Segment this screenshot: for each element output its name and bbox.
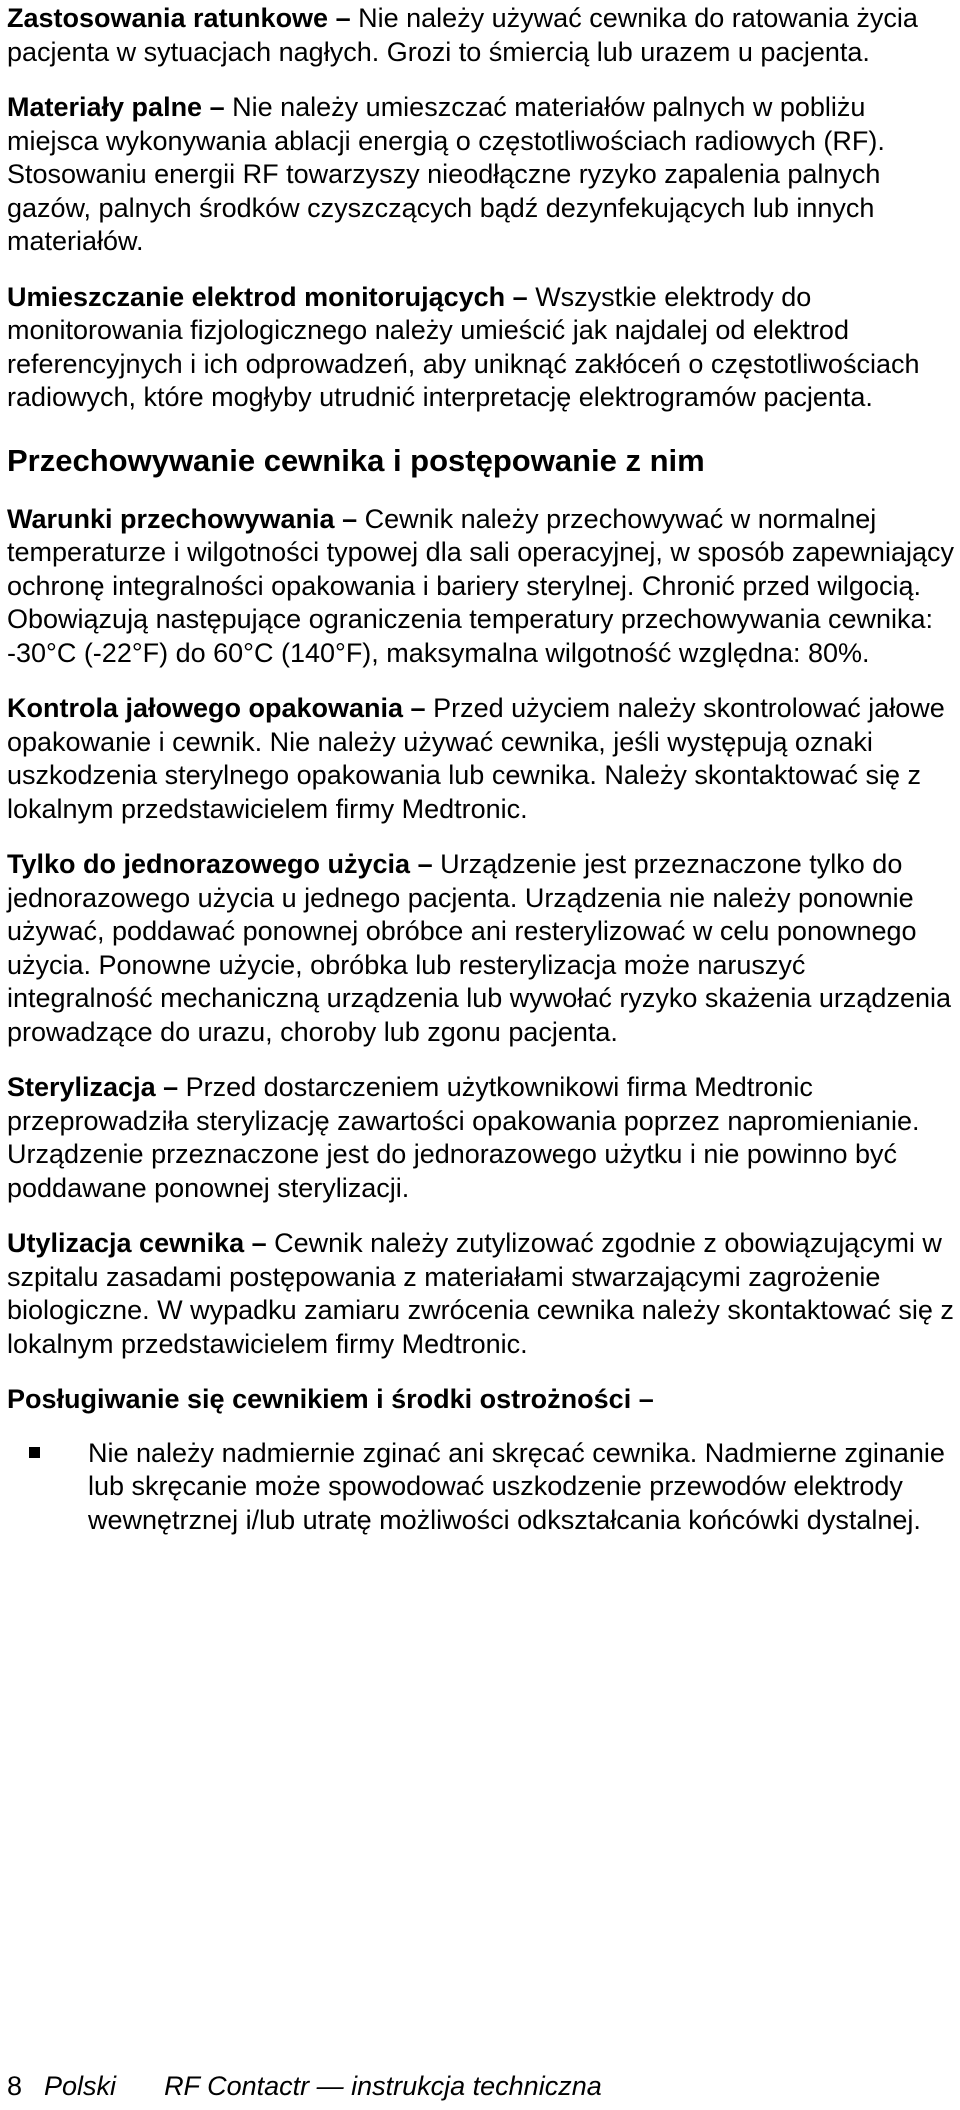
- paragraph-term: Umieszczanie elektrod monitorujących –: [7, 281, 528, 312]
- square-bullet-icon: [29, 1447, 40, 1458]
- paragraph-term: Utylizacja cewnika –: [7, 1228, 267, 1258]
- paragraph-emergency-use: [7, 2, 957, 69]
- paragraph-text: Cewnik należy zutylizować zgodnie z obowiązującymi w szpitalu zasadami postępowania z materiałami stwarzającymi zagrożenie biologiczne. W wypadku zamiaru zwrócenia cewnika należy skontaktować się z lokalnym przedstawicielem firmy Medtronic.: [7, 1228, 954, 1359]
- paragraph-text: Przed dostarczeniem użytkownikowi firma Medtronic przeprowadziła sterylizację zawartości opakowania poprzez napromienianie. Urządzenie przeznaczone jest do jednorazowego użytku i nie powinno być poddawane ponownej sterylizacji.: [7, 1072, 920, 1203]
- footer-doc-title: RF Contactr — instrukcja techniczna: [164, 2071, 602, 2101]
- paragraph-term: Materiały palne –: [7, 92, 225, 122]
- paragraph-text: Cewnik należy przechowywać w normalnej temperaturze i wilgotności typowej dla sali operacyjnej, w sposób zapewniający ochronę integralności opakowania i bariery sterylnej. Chronić przed wilgocią. Obowiązują następujące ograniczenia temperatury przechowywania cewnika: -30°C (-22°F) do 60°C (140°F), maksymalna wilgotność względna: 80%.: [7, 503, 954, 668]
- paragraph-sterilization: [7, 1071, 957, 1205]
- footer-language: Polski: [44, 2071, 117, 2101]
- paragraph-term: Zastosowania ratunkowe –: [7, 3, 351, 33]
- bullet-list-item: [7, 1437, 957, 1538]
- paragraph-text: Nie należy umieszczać materiałów palnych w pobliżu miejsca wykonywania ablacji energią o częstotliwościach radiowych (RF). Stosowaniu energii RF towarzyszy nieodłączne ryzyko zapalenia palnych gazów, palnych środków czyszczących bądź dezynfekujących lub innych materiałów.: [7, 92, 885, 256]
- paragraph-term: Tylko do jednorazowego użycia –: [7, 849, 433, 879]
- paragraph-handling-precautions: [7, 1383, 957, 1417]
- paragraph-sterile-package-check: [7, 692, 957, 826]
- paragraph-storage-conditions: [7, 503, 957, 671]
- paragraph-text: Przed użyciem należy skontrolować jałowe opakowanie i cewnik. Nie należy używać cewnika, jeśli występują oznaki uszkodzenia sterylnego opakowania lub cewnika. Należy skontaktować się z lokalnym przedstawicielem firmy Medtronic.: [7, 693, 945, 824]
- paragraph-monitoring-electrodes: [7, 281, 957, 415]
- paragraph-flammable-materials: [7, 91, 957, 259]
- paragraph-term: Posługiwanie się cewnikiem i środki ostrożności –: [7, 1384, 654, 1414]
- paragraph-text: Urządzenie jest przeznaczone tylko do jednorazowego użycia u jednego pacjenta. Urządzenia nie należy ponownie używać, poddawać ponownej obróbce ani resterylizować w celu ponownego użycia. Ponowne użycie, obróbka lub resterylizacja może naruszyć integralność mechaniczną urządzenia lub wywołać ryzyko skażenia urządzenia prowadzące do urazu, choroby lub zgonu pacjenta.: [7, 849, 951, 1047]
- page-number: 8: [7, 2071, 23, 2101]
- paragraph-text: Nie należy używać cewnika do ratowania życia pacjenta w sytuacjach nagłych. Grozi to śmiercią lub urazem u pacjenta.: [7, 3, 918, 67]
- paragraph-single-use: [7, 848, 957, 1049]
- paragraph-term: Kontrola jałowego opakowania –: [7, 693, 426, 723]
- paragraph-term: Sterylizacja –: [7, 1072, 179, 1102]
- paragraph-disposal: [7, 1227, 957, 1361]
- section-heading: Przechowywanie cewnika i postępowanie z nim: [7, 442, 705, 478]
- page-footer: [7, 2070, 602, 2103]
- bullet-text: Nie należy nadmiernie zginać ani skręcać cewnika. Nadmierne zginanie lub skręcanie może spowodować uszkodzenie przewodów elektrody wewnętrznej i/lub utratę możliwości odkształcania końcówki dystalnej.: [88, 1437, 945, 1535]
- page-content: [7, 0, 957, 1537]
- paragraph-text: Wszystkie elektrody do monitorowania fizjologicznego należy umieścić jak najdalej od elektrod referencyjnych i ich odprowadzeń, aby uniknąć zakłóceń o częstotliwościach radiowych, które mogłyby utrudnić interpretację elektrogramów pacjenta.: [7, 281, 920, 412]
- paragraph-term: Warunki przechowywania –: [7, 503, 358, 534]
